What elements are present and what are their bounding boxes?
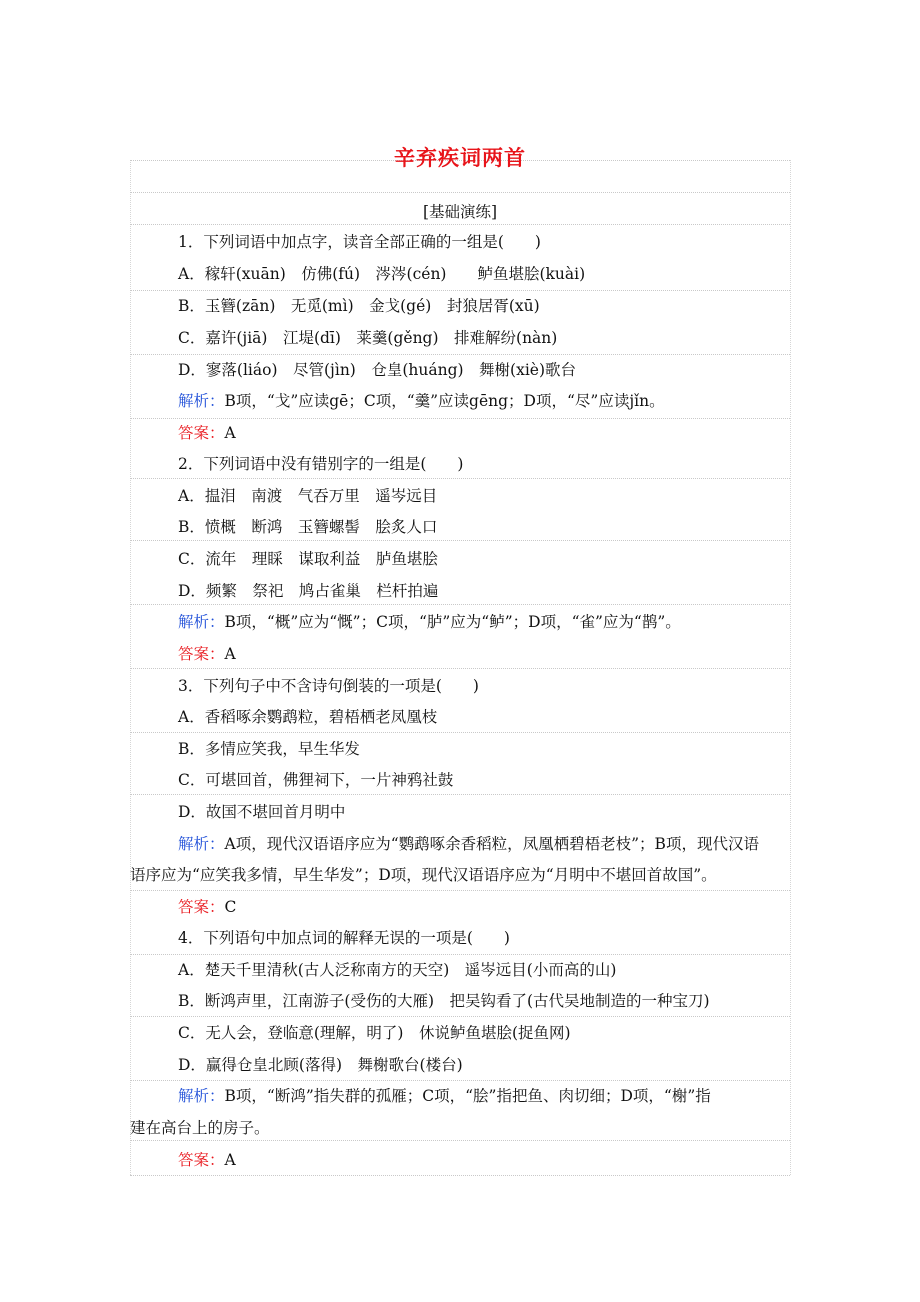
guide-line [130,1016,790,1017]
section-heading: [基础演练] [422,203,498,221]
option-b: B．愤概 断鸿 玉簪螺髻 脍炙人口 [178,518,438,536]
guide-line [130,540,790,541]
answer-value: A [224,424,236,442]
answer-label: 答案： [178,898,225,916]
guide-line [130,478,790,479]
answer-line [178,896,790,918]
analysis-line [178,1085,790,1107]
answer-value: C [224,898,237,916]
option-a: A．香稻啄余鹦鹉粒，碧梧栖老凤凰枝 [178,708,438,726]
question-stem: 4．下列语句中加点词的解释无误的一项是( ) [178,929,510,947]
guide-line [130,1080,790,1081]
guide-line [130,224,790,225]
answer-label: 答案： [178,424,225,442]
page-title: 辛弃疾词两首 [394,145,526,170]
option-d: D．频繁 祭祀 鸠占雀巢 栏杆拍遍 [178,582,439,600]
analysis-text: B项，“概”应为“慨”；C项，“胪”应为“鲈”；D项，“雀”应为“鹊”。 [224,613,681,631]
option-c: C．可堪回首，佛狸祠下，一片神鸦社鼓 [178,771,454,789]
analysis-continuation: 建在高台上的房子。 [130,1119,270,1137]
question-stem: 3．下列句子中不含诗句倒装的一项是( ) [178,677,479,695]
option-c: C．无人会，登临意(理解，明了) 休说鲈鱼堪脍(捉鱼网) [178,1024,571,1042]
analysis-label: 解析： [178,392,225,410]
guide-line [130,890,790,891]
answer-line [178,1149,790,1171]
analysis-label: 解析： [178,835,225,853]
guide-line [130,954,790,955]
answer-value: A [224,645,236,663]
guide-line [130,1140,790,1141]
margin-guide-right [790,160,791,1175]
guide-line [130,418,790,419]
option-a: A．稼轩(xuān) 仿佛(fú) 涔涔(cén) 鲈鱼堪脍(kuài) [178,265,586,283]
analysis-line [178,611,790,633]
question-stem: 1．下列词语中加点字，读音全部正确的一组是( ) [178,233,541,251]
analysis-continuation: 语序应为“应笑我多情，早生华发”；D项，现代汉语语序应为“月明中不堪回首故国”。 [130,866,717,884]
option-a: A．楚天千里清秋(古人泛称南方的天空) 遥岑远目(小而高的山) [178,961,617,979]
guide-line [130,668,790,669]
option-b: B．玉簪(zān) 无觅(mì) 金戈(gé) 封狼居胥(xū) [178,297,540,315]
guide-line [130,192,790,193]
option-d: D．赢得仓皇北顾(落得) 舞榭歌台(楼台) [178,1056,463,1074]
question-stem: 2．下列词语中没有错别字的一组是( ) [178,455,464,473]
guide-line [130,604,790,605]
guide-line [130,354,790,355]
analysis-line [178,833,790,855]
option-c: C．流年 理睬 谋取利益 胪鱼堪脍 [178,550,438,568]
option-b: B．断鸿声里，江南游子(受伤的大雁) 把吴钩看了(古代吴地制造的一种宝刀) [178,992,710,1010]
answer-line [178,422,790,444]
guide-line [130,290,790,291]
analysis-label: 解析： [178,1087,225,1105]
analysis-text: B项，“断鸿”指失群的孤雁；C项，“脍”指把鱼、肉切细；D项，“榭”指 [224,1087,711,1105]
analysis-text: A项，现代汉语语序应为“鹦鹉啄余香稻粒，凤凰栖碧梧老枝”；B项，现代汉语 [224,835,759,853]
option-b: B．多情应笑我，早生华发 [178,740,360,758]
analysis-label: 解析： [178,613,225,631]
guide-line [130,794,790,795]
analysis-text: B项，“戈”应读gē；C项，“羹”应读gēng；D项，“尽”应读jǐn。 [224,392,665,410]
answer-value: A [224,1151,236,1169]
option-c: C．嘉许(jiā) 江堤(dī) 莱羹(gěng) 排难解纷(nàn) [178,329,558,347]
answer-label: 答案： [178,1151,225,1169]
answer-line [178,643,790,665]
guide-line [130,1175,790,1176]
option-a: A．揾泪 南渡 气吞万里 遥岑远目 [178,487,438,505]
answer-label: 答案： [178,645,225,663]
option-d: D．故国不堪回首月明中 [178,803,346,821]
guide-line [130,732,790,733]
option-d: D．寥落(liáo) 尽管(jìn) 仓皇(huáng) 舞榭(xiè)歌台 [178,361,577,379]
analysis-line [178,390,790,412]
